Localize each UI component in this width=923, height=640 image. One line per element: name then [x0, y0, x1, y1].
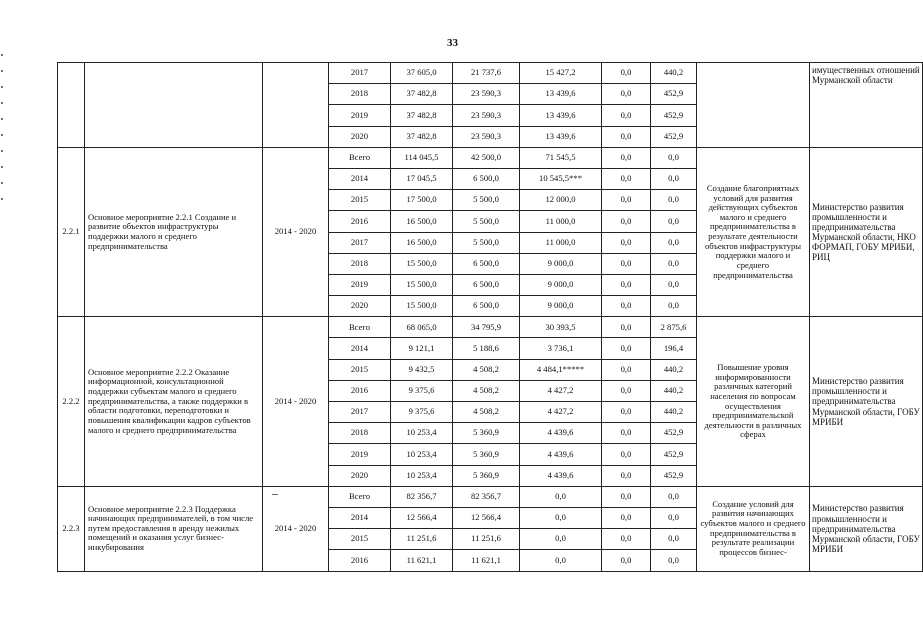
total-cell: 9 375,6 — [391, 380, 453, 401]
expected-result: Создание благоприятных условий для развития действующих субъектов малого и среднего предпринимательства в результате деятельности объектов инфраструктуры поддержки малого и среднего предпринимательства — [697, 147, 810, 317]
table-row — [58, 317, 923, 338]
other-sources-cell: 0,0 — [651, 507, 697, 528]
regional-budget-cell: 6 500,0 — [453, 296, 520, 317]
regional-budget-cell: 82 356,7 — [453, 486, 520, 507]
year-cell: 2019 — [329, 274, 391, 295]
year-cell: 2020 — [329, 126, 391, 147]
total-cell: 68 065,0 — [391, 317, 453, 338]
activity-code: 2.2.2 — [58, 317, 85, 487]
federal-budget-cell: 4 484,1***** — [520, 359, 602, 380]
local-budget-cell: 0,0 — [602, 423, 651, 444]
total-cell: 37 482,8 — [391, 84, 453, 105]
regional-budget-cell: 4 508,2 — [453, 359, 520, 380]
local-budget-cell: 0,0 — [602, 84, 651, 105]
regional-budget-cell: 21 737,6 — [453, 63, 520, 84]
regional-budget-cell: 6 500,0 — [453, 274, 520, 295]
year-cell: 2015 — [329, 359, 391, 380]
regional-budget-cell: 4 508,2 — [453, 402, 520, 423]
year-cell: Всего — [329, 317, 391, 338]
year-cell: 2014 — [329, 338, 391, 359]
empty-title-cell — [85, 63, 263, 148]
activity-title: Основное мероприятие 2.2.3 Поддержка начинающих предпринимателей, в том числе путем предоставления в аренду нежилых помещений и оказания услуг бизнес-инкубирования — [85, 486, 263, 571]
local-budget-cell: 0,0 — [602, 486, 651, 507]
total-cell: 11 251,6 — [391, 529, 453, 550]
total-cell: 10 253,4 — [391, 465, 453, 486]
local-budget-cell: 0,0 — [602, 274, 651, 295]
regional-budget-cell: 5 500,0 — [453, 190, 520, 211]
year-cell: 2016 — [329, 211, 391, 232]
total-cell: 15 500,0 — [391, 274, 453, 295]
other-sources-cell: 452,9 — [651, 126, 697, 147]
other-sources-cell: 0,0 — [651, 529, 697, 550]
year-cell: 2018 — [329, 253, 391, 274]
activity-title: Основное мероприятие 2.2.1 Создание и развитие объектов инфраструктуры поддержки малого и среднего предпринимательства — [85, 147, 263, 317]
activity-code: 2.2.1 — [58, 147, 85, 317]
table-row — [58, 486, 923, 507]
year-cell: 2014 — [329, 168, 391, 189]
year-cell: 2017 — [329, 232, 391, 253]
local-budget-cell: 0,0 — [602, 359, 651, 380]
other-sources-cell: 452,9 — [651, 105, 697, 126]
total-cell: 37 482,8 — [391, 126, 453, 147]
other-sources-cell: 0,0 — [651, 550, 697, 571]
federal-budget-cell: 13 439,6 — [520, 126, 602, 147]
total-cell: 114 045,5 — [391, 147, 453, 168]
activity-period: 2014 - 2020 — [263, 486, 329, 571]
total-cell: 11 621,1 — [391, 550, 453, 571]
other-sources-cell: 440,2 — [651, 63, 697, 84]
other-sources-cell: 0,0 — [651, 232, 697, 253]
regional-budget-cell: 5 500,0 — [453, 232, 520, 253]
expected-result: Создание условий для развития начинающих субъектов малого и среднего предпринимательства в результате реализации процессов бизнес- — [697, 486, 810, 571]
year-cell: 2019 — [329, 444, 391, 465]
total-cell: 16 500,0 — [391, 232, 453, 253]
federal-budget-cell: 12 000,0 — [520, 190, 602, 211]
other-sources-cell: 2 875,6 — [651, 317, 697, 338]
federal-budget-cell: 0,0 — [520, 550, 602, 571]
federal-budget-cell: 15 427,2 — [520, 63, 602, 84]
local-budget-cell: 0,0 — [602, 296, 651, 317]
local-budget-cell: 0,0 — [602, 232, 651, 253]
activity-period: 2014 - 2020 — [263, 317, 329, 487]
other-sources-cell: 0,0 — [651, 168, 697, 189]
empty-result-cell — [697, 63, 810, 148]
regional-budget-cell: 11 621,1 — [453, 550, 520, 571]
total-cell: 15 500,0 — [391, 253, 453, 274]
page-number: 33 — [447, 37, 458, 49]
local-budget-cell: 0,0 — [602, 444, 651, 465]
table-body — [58, 63, 923, 572]
executor-cell: Министерство развития промышленности и предпринимательства Мурманской области, ГОБУ МРИБИ — [810, 317, 923, 487]
total-cell: 16 500,0 — [391, 211, 453, 232]
federal-budget-cell: 9 000,0 — [520, 296, 602, 317]
year-cell: 2020 — [329, 465, 391, 486]
year-cell: 2015 — [329, 190, 391, 211]
federal-budget-cell: 13 439,6 — [520, 105, 602, 126]
federal-budget-cell: 11 000,0 — [520, 232, 602, 253]
federal-budget-cell: 30 393,5 — [520, 317, 602, 338]
year-cell: 2017 — [329, 402, 391, 423]
total-cell: 82 356,7 — [391, 486, 453, 507]
other-sources-cell: 0,0 — [651, 274, 697, 295]
federal-budget-cell: 3 736,1 — [520, 338, 602, 359]
regional-budget-cell: 12 566,4 — [453, 507, 520, 528]
local-budget-cell: 0,0 — [602, 380, 651, 401]
other-sources-cell: 452,9 — [651, 444, 697, 465]
year-cell: 2020 — [329, 296, 391, 317]
table-row — [58, 63, 923, 84]
executor-cell: Министерство развития промышленности и предпринимательства Мурманской области, ГОБУ МРИБИ — [810, 486, 923, 571]
federal-budget-cell: 4 427,2 — [520, 402, 602, 423]
federal-budget-cell: 0,0 — [520, 529, 602, 550]
other-sources-cell: 0,0 — [651, 486, 697, 507]
other-sources-cell: 196,4 — [651, 338, 697, 359]
local-budget-cell: 0,0 — [602, 105, 651, 126]
regional-budget-cell: 34 795,9 — [453, 317, 520, 338]
local-budget-cell: 0,0 — [602, 465, 651, 486]
other-sources-cell: 440,2 — [651, 380, 697, 401]
activity-period: 2014 - 2020 — [263, 147, 329, 317]
total-cell: 37 605,0 — [391, 63, 453, 84]
other-sources-cell: 0,0 — [651, 296, 697, 317]
year-cell: 2018 — [329, 84, 391, 105]
total-cell: 37 482,8 — [391, 105, 453, 126]
federal-budget-cell: 11 000,0 — [520, 211, 602, 232]
local-budget-cell: 0,0 — [602, 317, 651, 338]
local-budget-cell: 0,0 — [602, 168, 651, 189]
federal-budget-cell: 13 439,6 — [520, 84, 602, 105]
local-budget-cell: 0,0 — [602, 338, 651, 359]
total-cell: 15 500,0 — [391, 296, 453, 317]
federal-budget-cell: 9 000,0 — [520, 274, 602, 295]
federal-budget-cell: 4 427,2 — [520, 380, 602, 401]
year-cell: 2015 — [329, 529, 391, 550]
other-sources-cell: 440,2 — [651, 402, 697, 423]
federal-budget-cell: 9 000,0 — [520, 253, 602, 274]
binding-marks — [0, 40, 4, 600]
regional-budget-cell: 11 251,6 — [453, 529, 520, 550]
total-cell: 17 045,5 — [391, 168, 453, 189]
expected-result: Повышение уровня информированности различных категорий населения по вопросам осуществления предпринимательской деятельности в различных сферах — [697, 317, 810, 487]
other-sources-cell: 0,0 — [651, 253, 697, 274]
regional-budget-cell: 23 590,3 — [453, 105, 520, 126]
federal-budget-cell: 71 545,5 — [520, 147, 602, 168]
year-cell: 2018 — [329, 423, 391, 444]
local-budget-cell: 0,0 — [602, 253, 651, 274]
federal-budget-cell: 10 545,5*** — [520, 168, 602, 189]
executor-cell: имущественных отношений Мурманской области — [810, 63, 923, 148]
year-cell: 2016 — [329, 550, 391, 571]
total-cell: 10 253,4 — [391, 423, 453, 444]
regional-budget-cell: 5 360,9 — [453, 444, 520, 465]
regional-budget-cell: 5 500,0 — [453, 211, 520, 232]
total-cell: 10 253,4 — [391, 444, 453, 465]
federal-budget-cell: 4 439,6 — [520, 423, 602, 444]
regional-budget-cell: 6 500,0 — [453, 168, 520, 189]
year-cell: 2016 — [329, 380, 391, 401]
regional-budget-cell: 5 360,9 — [453, 465, 520, 486]
regional-budget-cell: 5 360,9 — [453, 423, 520, 444]
total-cell: 9 121,1 — [391, 338, 453, 359]
activity-title: Основное мероприятие 2.2.2 Оказание информационной, консультационной поддержки субъектам малого и среднего предпринимательства, а также поддержки в области подготовки, переподготовки и повышения квалификации кадров субъектов малого и среднего предпринимательства — [85, 317, 263, 487]
federal-budget-cell: 4 439,6 — [520, 465, 602, 486]
federal-budget-cell: 0,0 — [520, 507, 602, 528]
local-budget-cell: 0,0 — [602, 529, 651, 550]
local-budget-cell: 0,0 — [602, 550, 651, 571]
regional-budget-cell: 4 508,2 — [453, 380, 520, 401]
regional-budget-cell: 42 500,0 — [453, 147, 520, 168]
activity-code: 2.2.3 — [58, 486, 85, 571]
local-budget-cell: 0,0 — [602, 211, 651, 232]
empty-code-cell — [58, 63, 85, 148]
other-sources-cell: 0,0 — [651, 190, 697, 211]
year-cell: Всего — [329, 147, 391, 168]
year-cell: 2019 — [329, 105, 391, 126]
other-sources-cell: 452,9 — [651, 84, 697, 105]
total-cell: 9 375,6 — [391, 402, 453, 423]
regional-budget-cell: 23 590,3 — [453, 84, 520, 105]
other-sources-cell: 440,2 — [651, 359, 697, 380]
local-budget-cell: 0,0 — [602, 63, 651, 84]
other-sources-cell: 0,0 — [651, 211, 697, 232]
year-cell: 2014 — [329, 507, 391, 528]
program-activities-table — [57, 62, 923, 572]
regional-budget-cell: 5 188,6 — [453, 338, 520, 359]
federal-budget-cell: 4 439,6 — [520, 444, 602, 465]
local-budget-cell: 0,0 — [602, 507, 651, 528]
executor-cell: Министерство развития промышленности и предпринимательства Мурманской области, НКО ФОРМАП, ГОБУ МРИБИ, РИЦ — [810, 147, 923, 317]
local-budget-cell: 0,0 — [602, 190, 651, 211]
local-budget-cell: 0,0 — [602, 402, 651, 423]
total-cell: 9 432,5 — [391, 359, 453, 380]
year-cell: 2017 — [329, 63, 391, 84]
regional-budget-cell: 6 500,0 — [453, 253, 520, 274]
empty-period-cell — [263, 63, 329, 148]
local-budget-cell: 0,0 — [602, 126, 651, 147]
other-sources-cell: 0,0 — [651, 147, 697, 168]
federal-budget-cell: 0,0 — [520, 486, 602, 507]
other-sources-cell: 452,9 — [651, 465, 697, 486]
total-cell: 17 500,0 — [391, 190, 453, 211]
table-row — [58, 147, 923, 168]
total-cell: 12 566,4 — [391, 507, 453, 528]
local-budget-cell: 0,0 — [602, 147, 651, 168]
regional-budget-cell: 23 590,3 — [453, 126, 520, 147]
other-sources-cell: 452,9 — [651, 423, 697, 444]
year-cell: Всего — [329, 486, 391, 507]
